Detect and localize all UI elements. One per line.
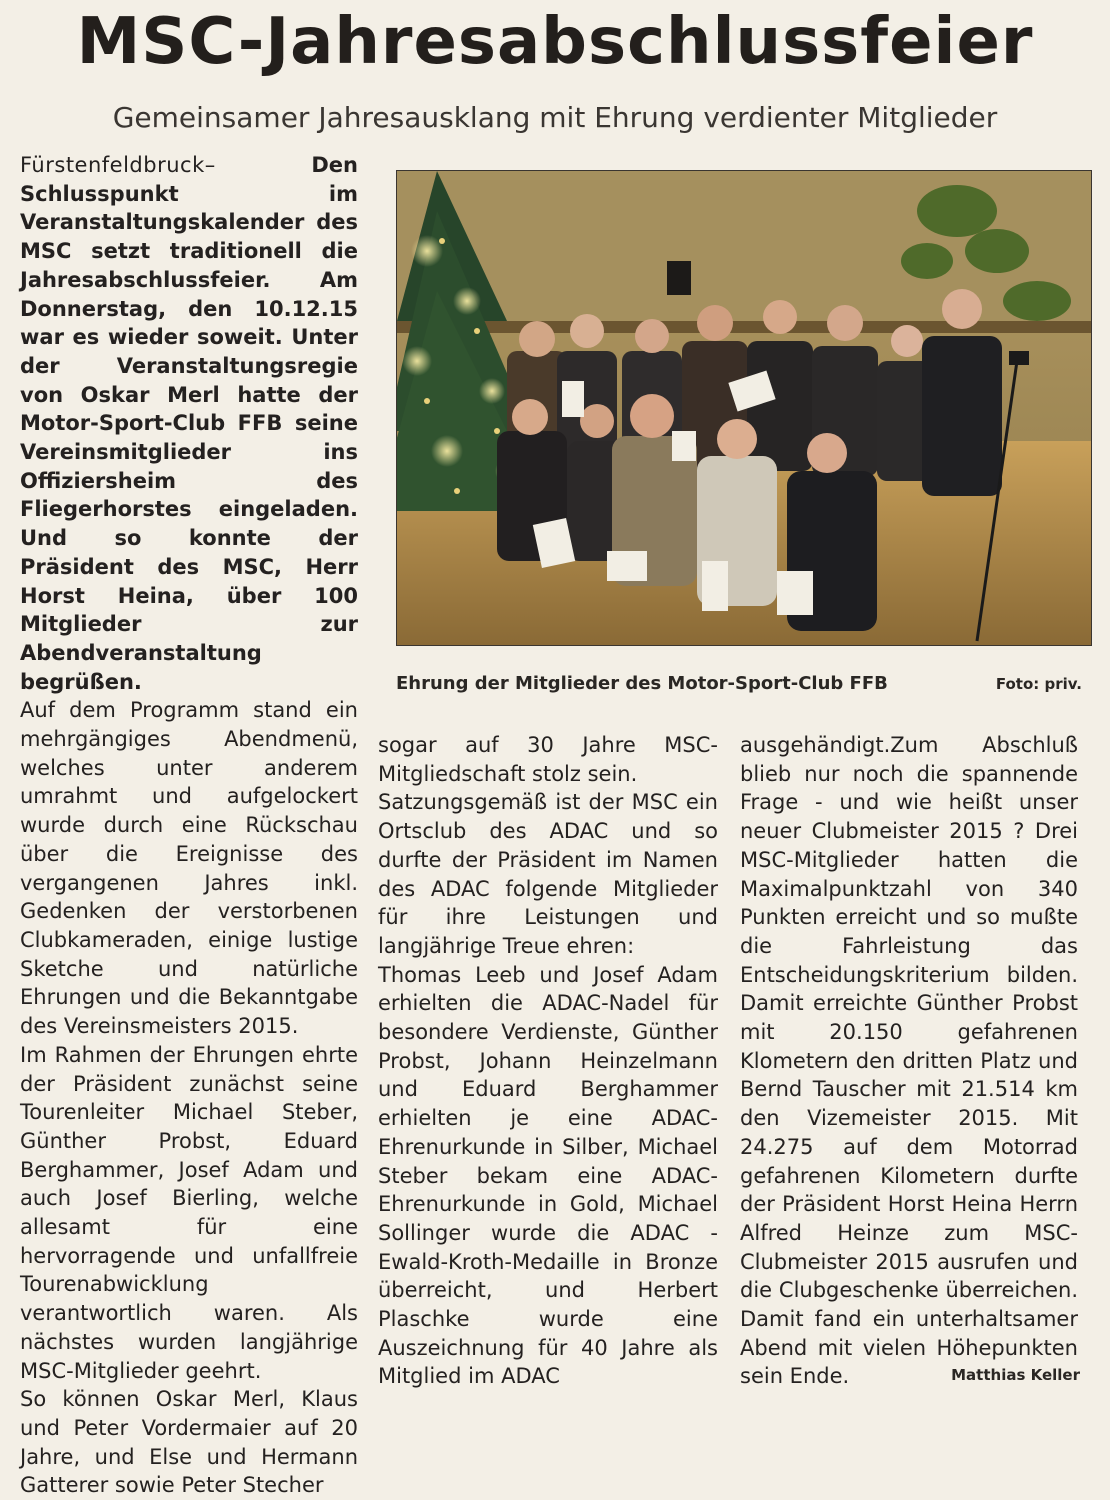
column-2 [378, 731, 718, 1391]
lead-text: Den Schlusspunkt im Veranstaltungskalender des MSC setzt traditionell die Jahresabschlussfeier. Am Donnerstag, den 10.12.15 war es wieder soweit. Unter der Veranstaltungsregie von Oskar Merl hatte der Motor-Sport-Club FFB seine Vereinsmitglieder ins Offiziersheim des Fliegerhorstes eingeladen. Und so konnte der Präsident des MSC, Herr Horst Heina, über 100 Mitglieder zur Abendveranstaltung begrüßen. [20, 153, 358, 694]
author-byline: Matthias Keller [951, 1366, 1080, 1384]
subheadline: Gemeinsamer Jahresausklang mit Ehrung verdienter Mitglieder [112, 101, 998, 134]
paragraph: sogar auf 30 Jahre MSC-Mitgliedschaft stolz sein. [378, 733, 718, 786]
column-1 [20, 151, 358, 1500]
paragraph: ausgehändigt.Zum Abschluß blieb nur noch die spannende Frage - und wie heißt unser neuer Clubmeister 2015 ? Drei MSC-Mitglieder hatten die Maximalpunktzahl von 340 Punkten erreicht und so mußte die Fahrleistung das Entscheidungskriterium bilden. Damit erreichte Günther Probst mit 20.150 gefahrenen Klometern den dritten Platz und Bernd Tauscher mit 21.514 km den Vizemeister 2015. Mit 24.275 auf dem Motorrad gefahrenen Kilometern durfte der Präsident Horst Heina Herrn Alfred Heinze zum MSC-Clubmeister 2015 ausrufen und die Clubgeschenke überreichen. Damit fand ein unterhaltsamer Abend mit vielen Höhepunkten sein Ende. [740, 733, 1078, 1389]
group-photo [396, 170, 1092, 646]
paragraph: Auf dem Programm stand ein mehrgängiges Abendmenü, welches unter anderem umrahmt und aufgelockert wurde durch eine Rückschau über die Ereignisse des vergangenen Jahres inkl. Gedenken der verstorbenen Clubkameraden, einige lustige Sketche und natürliche Ehrungen und die Bekanntgabe des Vereinsmeisters 2015. [20, 698, 358, 1039]
paragraph: Im Rahmen der Ehrungen ehrte der Präsident zunächst seine Tourenleiter Michael Steber, Günther Probst, Eduard Berghammer, Josef Adam und auch Josef Bierling, welche allesamt für eine hervorragende und unfallfreie Tourenabwicklung verantwortlich waren. Als nächstes wurden langjährige MSC-Mitglieder geehrt. [20, 1042, 358, 1383]
caption-text: Ehrung der Mitglieder des Motor-Sport-Club FFB [396, 673, 888, 694]
paragraph: So können Oskar Merl, Klaus und Peter Vordermaier auf 20 Jahre, und Else und Hermann Gatterer sowie Peter Stecher [20, 1387, 358, 1498]
photo-credit: Foto: priv. [995, 675, 1082, 693]
lead-paragraph [20, 151, 358, 696]
photo-caption [396, 670, 1090, 698]
paragraph: Thomas Leeb und Josef Adam erhielten die ADAC-Nadel für besondere Verdienste, Günther Probst, Johann Heinzelmann und Eduard Berghammer erhielten je eine ADAC-Ehrenurkunde in Silber, Michael Steber bekam eine ADAC-Ehrenurkunde in Gold, Michael Sollinger wurde die ADAC - Ewald-Kroth-Medaille in Bronze überreicht, und Herbert Plaschke wurde eine Auszeichnung für 40 Jahre als Mitglied im ADAC [378, 962, 718, 1389]
column-3 [740, 731, 1078, 1391]
headline: MSC-Jahresabschlussfeier [76, 5, 1034, 79]
paragraph: Satzungsgemäß ist der MSC ein Ortsclub des ADAC und so durfte der Präsident im Namen des ADAC folgende Mitglieder für ihre Leistungen und langjährige Treue ehren: [378, 790, 718, 958]
dateline: Fürstenfeldbruck– [20, 153, 216, 177]
